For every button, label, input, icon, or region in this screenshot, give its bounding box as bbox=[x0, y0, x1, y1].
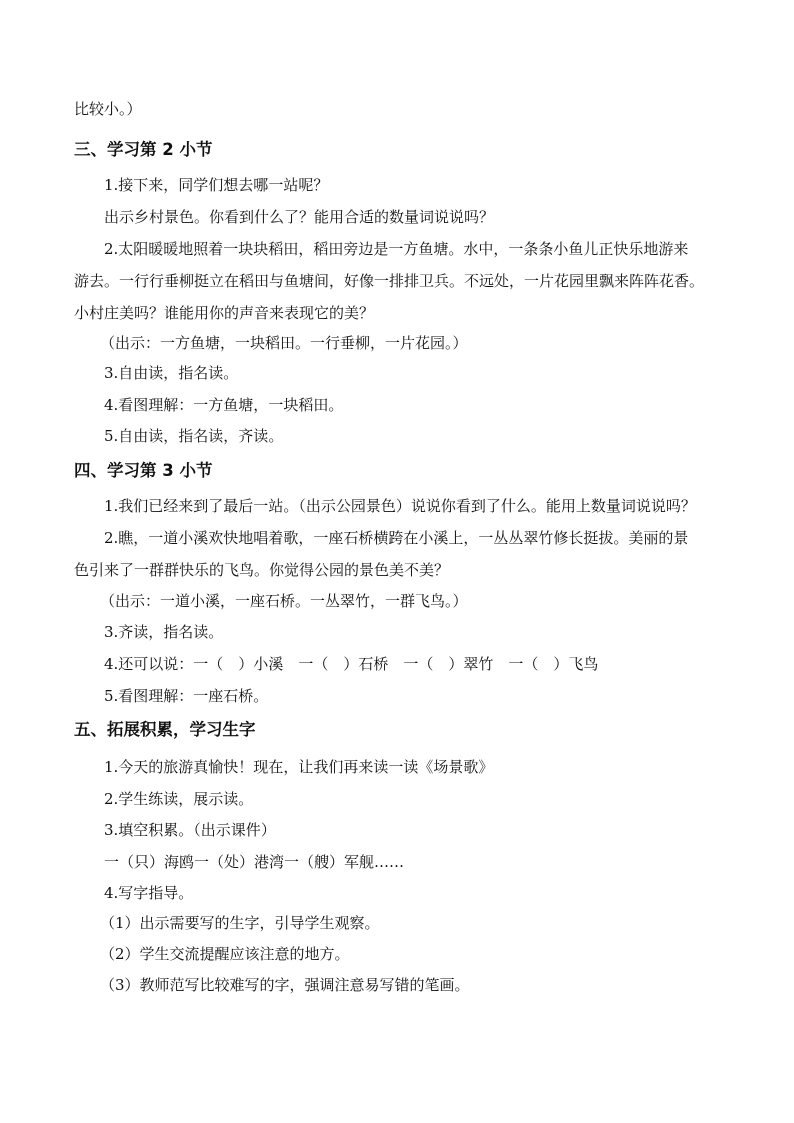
text-line: 1.接下来，同学们想去哪一站呢？ bbox=[104, 176, 329, 194]
text-line: 3.自由读，指名读。 bbox=[104, 364, 239, 382]
text-line: 4.写字指导。 bbox=[104, 884, 194, 902]
text-line: （出示：一方鱼塘，一块稻田。一行垂柳，一片花园。） bbox=[100, 334, 468, 352]
text-line: （出示：一道小溪，一座石桥。一丛翠竹，一群飞鸟。） bbox=[100, 592, 468, 610]
section-heading: 三、学习第 2 小节 bbox=[74, 140, 213, 159]
text-line: （3）教师范写比较难写的字，强调注意易写错的笔画。 bbox=[100, 976, 470, 994]
text-line: 游去。一行行垂柳挺立在稻田与鱼塘间，好像一排排卫兵。不远处，一片花园里飘来阵阵花香。 bbox=[74, 272, 705, 290]
text-line: （1）出示需要写的生字，引导学生观察。 bbox=[100, 914, 380, 932]
text-line: 4.看图理解：一方鱼塘，一块稻田。 bbox=[104, 396, 344, 414]
text-line: 一（只）海鸥一（处）港湾一（艘）军舰…… bbox=[104, 853, 405, 871]
text-line: 2.学生练读，展示读。 bbox=[104, 790, 254, 808]
text-line: 5.看图理解：一座石桥。 bbox=[104, 687, 269, 705]
text-line: 出示乡村景色。你看到什么了？能用合适的数量词说说吗？ bbox=[104, 208, 495, 226]
text-line: 4.还可以说：一（ ）小溪 一（ ）石桥 一（ ）翠竹 一（ ）飞鸟 bbox=[104, 655, 599, 673]
text-line: 比较小。） bbox=[74, 100, 142, 118]
text-line: 3.齐读，指名读。 bbox=[104, 623, 224, 641]
text-line: 色引来了一群群快乐的飞鸟。你觉得公园的景色美不美？ bbox=[74, 561, 450, 579]
section-heading: 五、拓展积累，学习生字 bbox=[74, 720, 256, 739]
section-heading: 四、学习第 3 小节 bbox=[74, 461, 213, 480]
text-line: 3.填空积累。（出示课件） bbox=[104, 821, 276, 839]
text-line: 1.我们已经来到了最后一站。（出示公园景色）说说你看到了什么。能用上数量词说说吗？ bbox=[104, 497, 696, 515]
text-line: （2）学生交流提醒应该注意的地方。 bbox=[100, 945, 350, 963]
text-line: 小村庄美吗？谁能用你的声音来表现它的美？ bbox=[74, 304, 375, 322]
text-line: 1.今天的旅游真愉快！现在，让我们再来读一读《场景歌》 bbox=[104, 758, 494, 776]
text-line: 5.自由读，指名读，齐读。 bbox=[104, 427, 284, 445]
text-line: 2.太阳暖暖地照着一块块稻田，稻田旁边是一方鱼塘。水中，一条条小鱼儿正快乐地游来 bbox=[104, 240, 689, 258]
text-line: 2.瞧，一道小溪欢快地唱着歌，一座石桥横跨在小溪上，一丛丛翠竹修长挺拔。美丽的景 bbox=[104, 529, 689, 547]
